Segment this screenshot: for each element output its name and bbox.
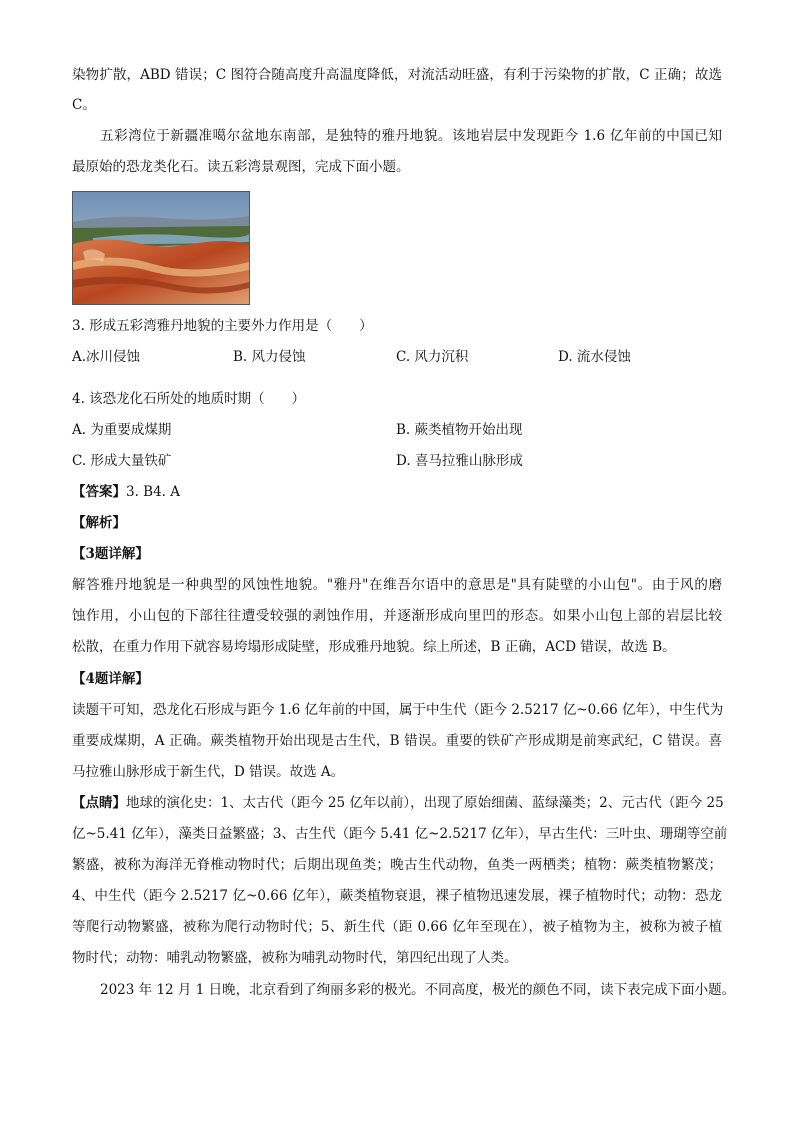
detail-3-tag: 【3题详解】 xyxy=(72,546,149,562)
q4-option-c: C. 形成大量铁矿 xyxy=(72,453,172,469)
q4-stem: 4. 该恐龙化石所处的地质时期（ ） xyxy=(72,391,306,407)
detail-3-line-1: 解答雅丹地貌是一种典型的风蚀性地貌。"雅丹"在维吾尔语中的意思是"具有陡壁的小山包"。由于风的磨 xyxy=(72,577,722,593)
q3-option-a: A.冰川侵蚀 xyxy=(72,349,141,365)
dianjing-line-3: 繁盛，被称为海洋无脊椎动物时代；后期出现鱼类；晚古生代动物，鱼类一两栖类；植物：蕨类植物繁茂； xyxy=(72,857,722,873)
answer-line xyxy=(72,483,180,501)
q3-option-d: D. 流水侵蚀 xyxy=(558,349,631,365)
intro-line-2: 最原始的恐龙类化石。读五彩湾景观图，完成下面小题。 xyxy=(72,159,410,175)
detail-3-line-2: 蚀作用，小山包的下部往往遭受较强的剥蚀作用，并逐渐形成向里凹的形态。如果小山包上部的岩层比较 xyxy=(72,608,722,624)
dianjing-line-6: 物时代；动物：哺乳动物繁盛，被称为哺乳动物时代，第四纪出现了人类。 xyxy=(72,950,518,966)
q3-option-b: B. 风力侵蚀 xyxy=(233,349,306,365)
analysis-tag: 【解析】 xyxy=(72,515,126,531)
intro-line-1: 五彩湾位于新疆准噶尔盆地东南部，是独特的雅丹地貌。该地岩层中发现距今 1.6 亿年前的中国已知 xyxy=(100,128,722,144)
wucaiwan-landscape-photo xyxy=(72,191,250,305)
q4-option-d: D. 喜马拉雅山脉形成 xyxy=(396,453,523,469)
detail-4-line-3: 马拉雅山脉形成于新生代，D 错误。故选 A。 xyxy=(72,764,345,780)
answer-text: 3. B4. A xyxy=(126,484,181,500)
detail-4-line-2: 重要成煤期，A 正确。蕨类植物开始出现是古生代，B 错误。重要的铁矿产形成期是前寒武纪，C 错误。喜 xyxy=(72,733,722,749)
dianjing-text-1: 地球的演化史：1、太古代（距今 25 亿年以前），出现了原始细菌、蓝绿藻类；2、元古代（距今 25 xyxy=(126,795,724,811)
dianjing-line-1 xyxy=(72,794,722,812)
prev-text-line-2: C。 xyxy=(72,97,96,113)
dianjing-tag: 【点睛】 xyxy=(72,795,126,811)
dianjing-line-2: 亿~5.41 亿年），藻类日益繁盛；3、古生代（距今 5.41 亿~2.5217 亿年），早古生代：三叶虫、珊瑚等空前 xyxy=(72,826,728,842)
detail-4-tag: 【4题详解】 xyxy=(72,671,149,687)
dianjing-line-4: 4、中生代（距今 2.5217 亿~0.66 亿年），蕨类植物衰退，裸子植物迅速发展，裸子植物时代；动物：恐龙 xyxy=(72,888,722,904)
q4-option-a: A. 为重要成煤期 xyxy=(72,422,172,438)
detail-4-line-1: 读题干可知，恐龙化石形成与距今 1.6 亿年前的中国，属于中生代（距今 2.5217 亿~0.66 亿年），中生代为 xyxy=(72,702,724,718)
answer-tag: 【答案】 xyxy=(72,484,126,500)
next-intro-line: 2023 年 12 月 1 日晚，北京看到了绚丽多彩的极光。不同高度，极光的颜色不同，读下表完成下面小题。 xyxy=(100,982,736,998)
q3-option-c: C. 风力沉积 xyxy=(396,349,469,365)
prev-text-line-1: 染物扩散，ABD 错误；C 图符合随高度升高温度降低，对流活动旺盛，有利于污染物的扩散，C 正确；故选 xyxy=(72,67,722,83)
q3-stem: 3. 形成五彩湾雅丹地貌的主要外力作用是（ ） xyxy=(72,318,373,334)
dianjing-line-5: 等爬行动物繁盛，被称为爬行动物时代；5、新生代（距 0.66 亿年至现在），被子植物为主，被称为被子植 xyxy=(72,919,722,935)
q4-option-b: B. 蕨类植物开始出现 xyxy=(396,422,523,438)
detail-3-line-3: 松散，在重力作用下就容易垮塌形成陡壁，形成雅丹地貌。综上所述，B 正确，ACD 错误，故选 B。 xyxy=(72,639,676,655)
